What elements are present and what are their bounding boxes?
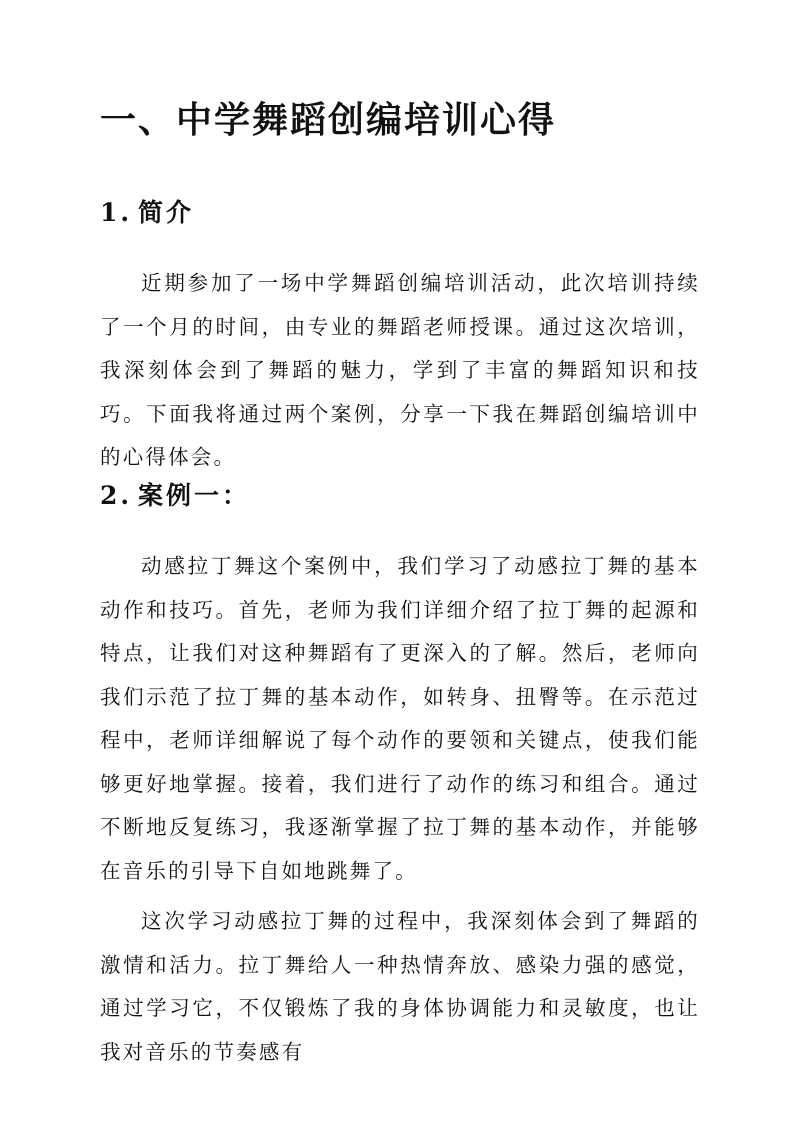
intro-paragraph: 近期参加了一场中学舞蹈创编培训活动，此次培训持续了一个月的时间，由专业的舞蹈老师授课。通过这次培训，我深刻体会到了舞蹈的魅力，学到了丰富的舞蹈知识和技巧。下面我将通过两个案例，分享一下我在舞蹈创编培训中的心得体会。	[100, 271, 700, 469]
section-heading-text: 简介	[138, 198, 195, 227]
case-one-paragraph-1: 动感拉丁舞这个案例中，我们学习了动感拉丁舞的基本动作和技巧。首先，老师为我们详细介绍了拉丁舞的起源和特点，让我们对这种舞蹈有了更深入的了解。然后，老师向我们示范了拉丁舞的基本动作，如转身、扭臀等。在示范过程中，老师详细解说了每个动作的要领和关键点，使我们能够更好地掌握。接着，我们进行了动作的练习和组合。通过不断地反复练习，我逐渐掌握了拉丁舞的基本动作，并能够在音乐的引导下自如地跳舞了。	[100, 554, 700, 883]
section-number: 1.	[100, 198, 133, 227]
document-title: 一、中学舞蹈创编培训心得	[100, 99, 557, 141]
case-one-paragraph-2: 这次学习动感拉丁舞的过程中，我深刻体会到了舞蹈的激情和活力。拉丁舞给人一种热情奔放、感染力强的感觉，通过学习它，不仅锻炼了我的身体协调能力和灵敏度，也让我对音乐的节奏感有	[100, 909, 700, 1064]
section-heading-intro	[100, 193, 194, 233]
section-number: 2.	[100, 481, 133, 510]
section-heading-text: 案例一：	[138, 481, 251, 510]
section-heading-case-one	[100, 476, 250, 516]
